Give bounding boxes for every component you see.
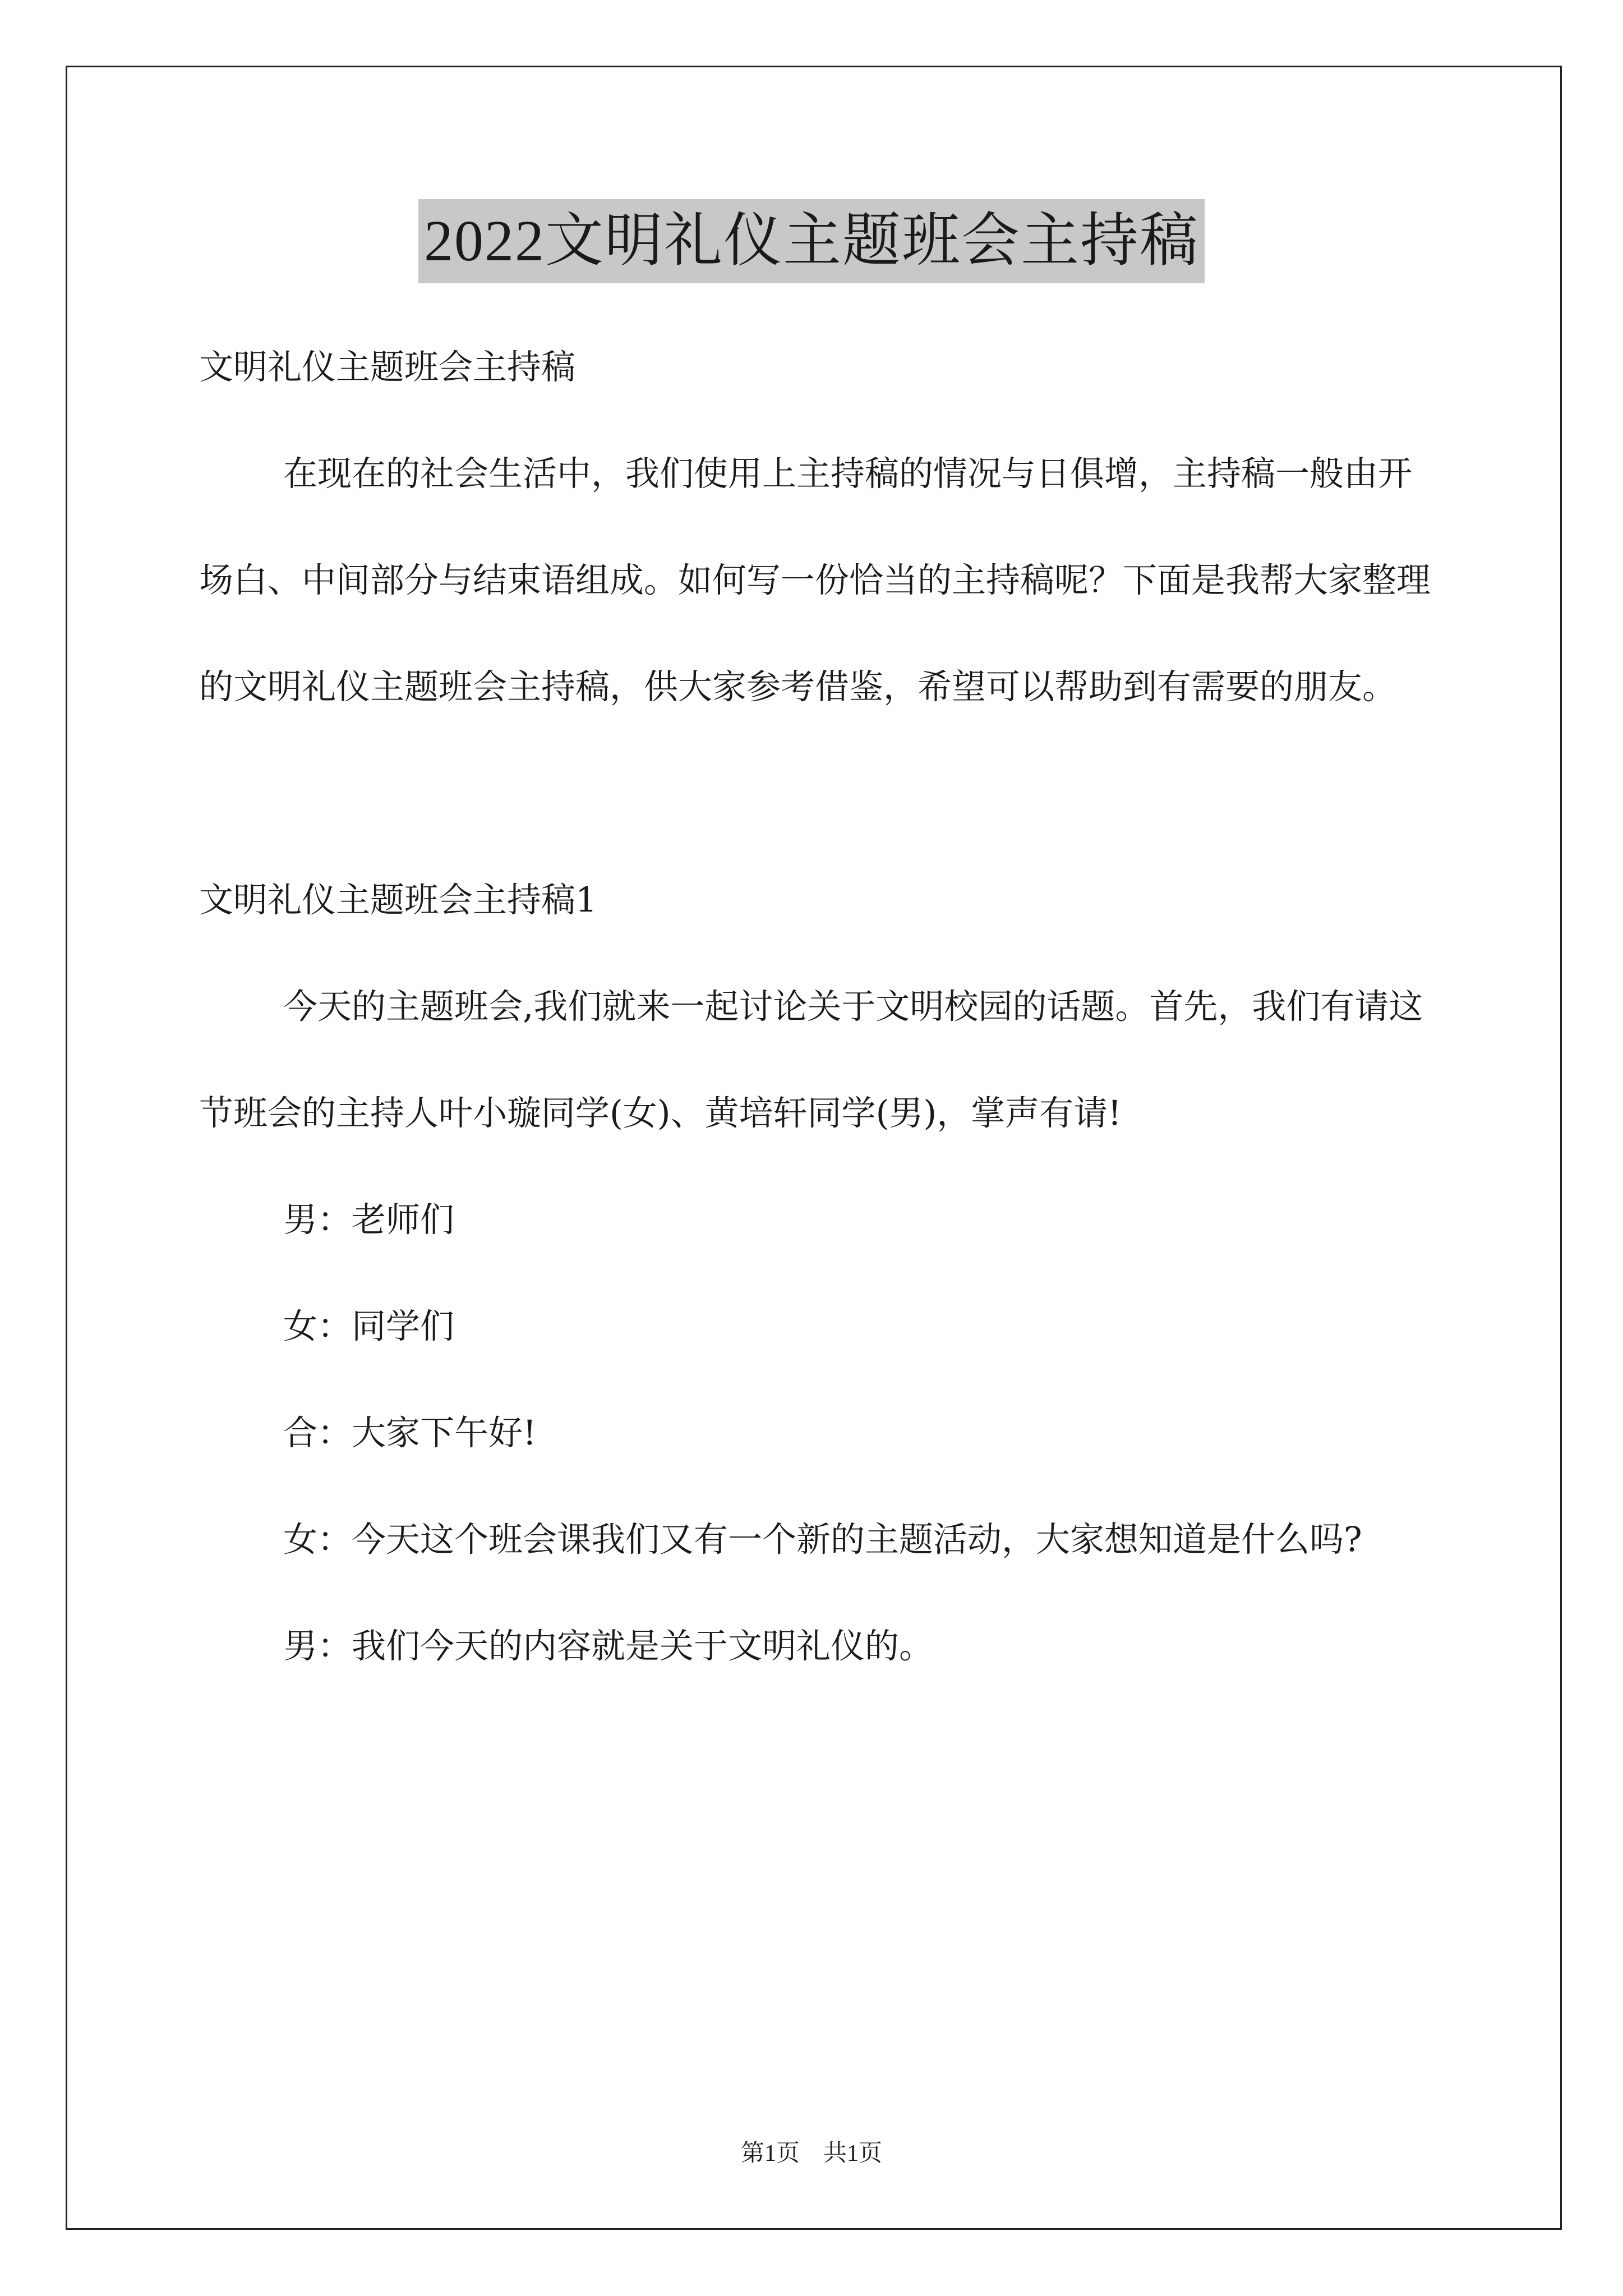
paragraph: 合：大家下午好! [283,1413,537,1453]
title-container [0,199,1623,283]
spacer [199,740,1433,847]
section-title: 文明礼仪主题班会主持稿1 [199,880,597,920]
paragraph: 女：同学们 [283,1306,455,1346]
paragraph: 男：我们今天的内容就是关于文明礼仪的。 [283,1626,934,1666]
intro-paragraph: 在现在的社会生活中，我们使用上主持稿的情况与日俱增，主持稿一般由开场白、中间部分与结束语组成。如何写一份恰当的主持稿呢？下面是我帮大家整理的文明礼仪主题班会主持稿，供大家参考借鉴，希望可以帮助到有需要的朋友。 [199,454,1431,707]
paragraph: 男：老师们 [283,1200,455,1240]
document-body [199,314,1433,1700]
page-footer: 第1页 共1页 [740,2141,882,2166]
paragraph: 今天的主题班会,我们就来一起讨论关于文明校园的话题。首先，我们有请这节班会的主持人叶小璇同学(女)、黄培轩同学(男)，掌声有请! [199,987,1423,1133]
paragraph: 女：今天这个班会课我们又有一个新的主题活动，大家想知道是什么吗? [283,1520,1362,1559]
document-title: 2022文明礼仪主题班会主持稿 [418,199,1205,283]
subtitle: 文明礼仪主题班会主持稿 [199,347,576,387]
